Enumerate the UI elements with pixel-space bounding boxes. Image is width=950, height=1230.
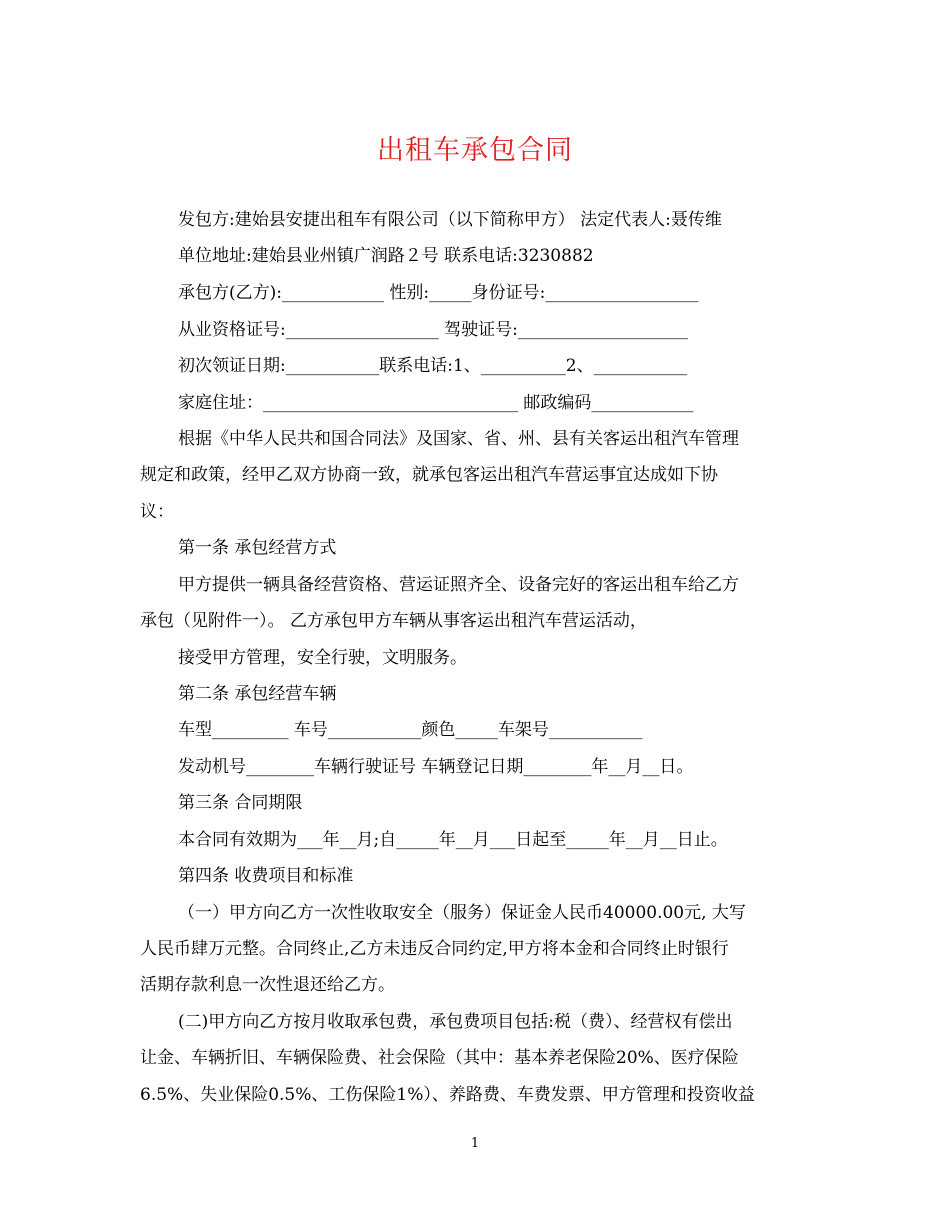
paragraph-line: 6.5%、失业保险0.5%、工伤保险1%）、养路费、车费发票、甲方管理和投资收益 bbox=[140, 1085, 755, 1105]
paragraph-line: （一）甲方向乙方一次性收取安全（服务）保证金人民币40000.00元, 大写 bbox=[178, 903, 746, 923]
article-heading: 第一条 承包经营方式 bbox=[178, 538, 337, 558]
term-line: 本合同有效期为___年__月;自_____年__月___日起至_____年__月__日止。 bbox=[178, 830, 728, 850]
paragraph-line: 甲方提供一辆具备经营资格、营运证照齐全、设备完好的客运出租车给乙方 bbox=[178, 575, 739, 595]
paragraph-line: (二)甲方向乙方按月收取承包费，承包费项目包括:税（费）、经营权有偿出 bbox=[178, 1012, 733, 1032]
article-heading: 第二条 承包经营车辆 bbox=[178, 684, 337, 704]
license-date-line: 初次领证日期:___________联系电话:1、__________2、___________ bbox=[178, 356, 688, 376]
paragraph-line: 人民币肆万元整。合同终止,乙方未违反合同约定,甲方将本金和合同终止时银行 bbox=[140, 939, 729, 959]
paragraph-line: 承包（见附件一）。 乙方承包甲方车辆从事客运出租汽车营运活动， bbox=[140, 611, 647, 631]
paragraph-line: 根据《中华人民共和国合同法》及国家、省、州、县有关客运出租汽车管理 bbox=[178, 429, 739, 449]
qualification-line: 从业资格证号:__________________ 驾驶证号:____________________ bbox=[178, 320, 688, 340]
paragraph-line: 规定和政策，经甲乙双方协商一致，就承包客运出租汽车营运事宜达成如下协 bbox=[140, 465, 718, 485]
paragraph-line: 接受甲方管理，安全行驶，文明服务。 bbox=[178, 648, 467, 668]
article-heading: 第三条 合同期限 bbox=[178, 793, 303, 813]
address-line: 单位地址:建始县业州镇广润路２号 联系电话:3230882 bbox=[178, 246, 594, 266]
page-number: 1 bbox=[470, 1136, 480, 1151]
vehicle-line: 车型_________ 车号___________颜色_____车架号___________ bbox=[178, 720, 643, 740]
paragraph-line: 议： bbox=[140, 502, 174, 522]
article-heading: 第四条 收费项目和标准 bbox=[178, 866, 354, 886]
paragraph-line: 让金、车辆折旧、车辆保险费、社会保险（其中：基本养老保险20%、医疗保险 bbox=[140, 1048, 739, 1068]
home-address-line: 家庭住址：______________________________ 邮政编码____________ bbox=[178, 393, 694, 413]
paragraph-line: 活期存款利息一次性退还给乙方。 bbox=[140, 975, 395, 995]
contractee-line: 承包方(乙方):____________ 性别:_____身份证号:__________________ bbox=[178, 283, 699, 303]
contractor-party-line: 发包方:建始县安捷出租车有限公司（以下简称甲方） 法定代表人:聂传维 bbox=[178, 210, 722, 230]
document-title: 出租车承包合同 bbox=[377, 135, 573, 166]
vehicle-line: 发动机号________车辆行驶证号 车辆登记日期________年__月__日。 bbox=[178, 757, 694, 777]
